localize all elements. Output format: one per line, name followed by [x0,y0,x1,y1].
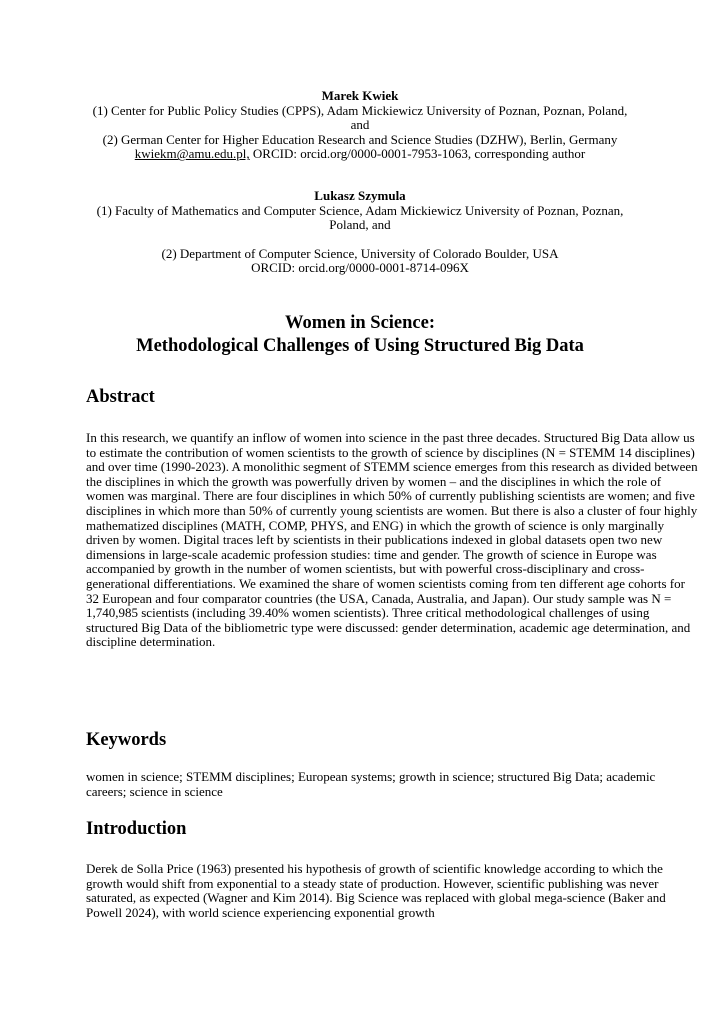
affiliation: (2) German Center for Higher Education Research and Science Studies (DZHW), Berlin, Germany [102,131,618,147]
affiliation: (2) Department of Computer Science, University of Colorado Boulder, USA [161,245,559,261]
title-line-1: Women in Science: [284,313,436,333]
title-line-2: Methodological Challenges of Using Structured Big Data [136,336,584,356]
abstract-heading: Abstract [86,387,155,407]
paper-title [60,312,660,358]
orcid-text: ORCID: orcid.org/0000-0001-8714-096X [251,260,469,276]
abstract-text: In this research, we quantify an inflow of women into science in the past three decades. Structured Big Data allow us to estimate the contribution of women scientists to the growth of science by disciplines (N = STEMM 14 disciplines) and over time (1990-2023). A monolithic segment of STEMM science emerges from this research as divided between the disciplines in which the growth was powerfully driven by women – and the disciplines in which the role of women was marginal. There are four disciplines in which 50% of currently publishing scientists are women; and five disciplines in which more than 50% of currently young scientists are women. But there is also a cluster of four highly mathematized disciplines (MATH, COMP, PHYS, and ENG) in which the growth of science is only marginally driven by women. Digital traces left by scientists in their publications indexed in global datasets open two new dimensions in large-scale academic profession studies: time and gender. The growth of science in Europe was accompanied by growth in the number of women scientists, but with powerful cross-disciplinary and cross-generational differentiations. We examined the share of women scientists coming from ten different age cohorts for 32 European and four comparator countries (the USA, Canada, Australia, and Japan). Our study sample was N = 1,740,985 scientists (including 39.40% women scientists). Three critical methodological challenges of using structured Big Data of the bibliometric type were discussed: gender determination, academic age determination, and discipline determination. [86,430,698,650]
author-block-2 [60,189,660,276]
author-name: Marek Kwiek [321,88,399,103]
introduction-heading: Introduction [86,819,187,839]
contact-line [60,147,660,162]
author-block-1 [60,89,660,162]
introduction-text: Derek de Solla Price (1963) presented his hypothesis of growth of scientific knowledge according to which the growth would shift from exponential to a steady state of production. However, scientific publishing was never saturated, as expected (Wagner and Kim 2014). Big Science was replaced with global mega-science (Baker and Powell 2024), with world science experiencing exponential growth [86,861,666,920]
orcid-text: ORCID: orcid.org/0000-0001-7953-1063, corresponding author [249,146,586,162]
email-link[interactable]: kwiekm@amu.edu.pl, [134,146,250,162]
keywords-heading: Keywords [86,730,167,750]
keywords-text: women in science; STEMM disciplines; European systems; growth in science; structured Big Data; academic careers; science in science [86,769,656,799]
affiliation: (1) Center for Public Policy Studies (CPPS), Adam Mickiewicz University of Poznan, Poznan, Poland, and [92,102,628,133]
author-name: Lukasz Szymula [314,188,406,203]
affiliation: (1) Faculty of Mathematics and Computer Science, Adam Mickiewicz University of Poznan, Poznan, Poland, and [96,202,624,233]
